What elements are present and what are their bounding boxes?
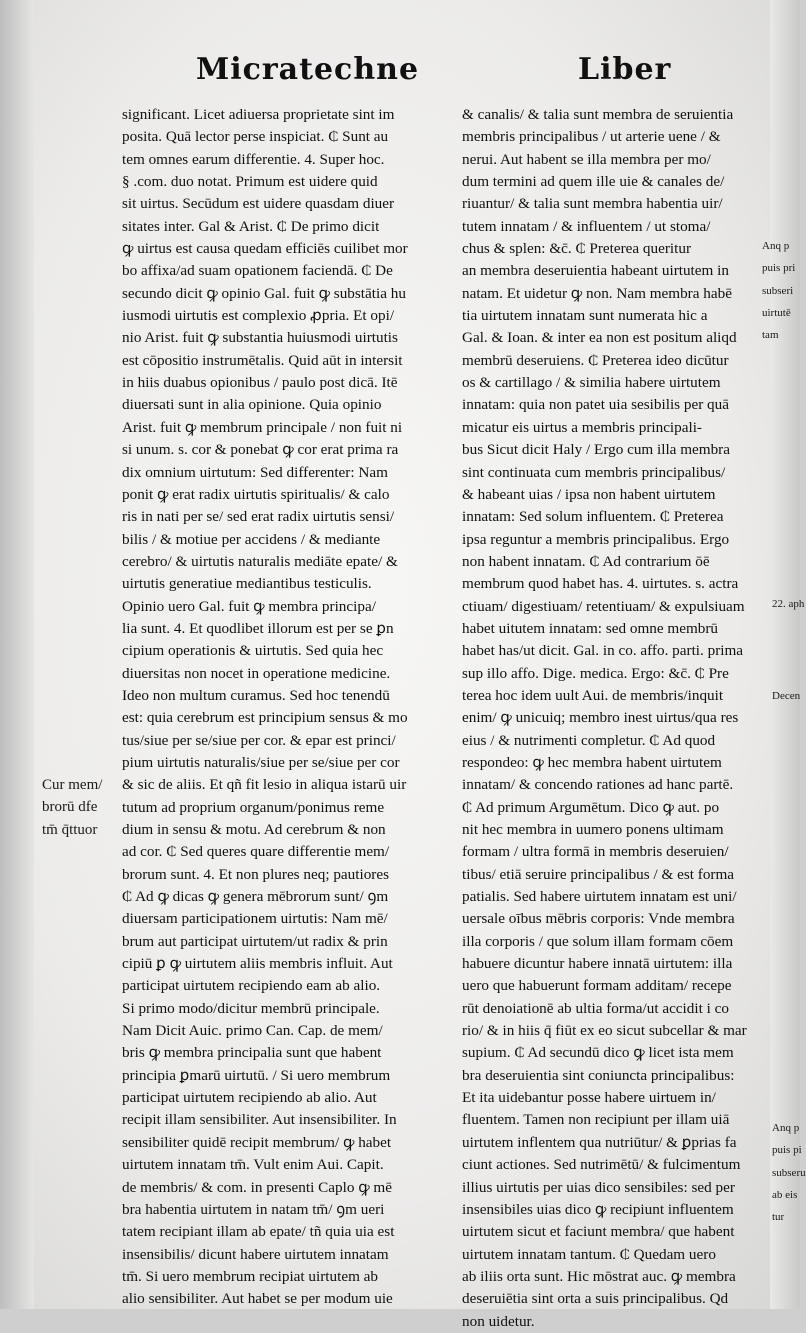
text-line: respondeo: ꝙ hec membra habent uirtutem [462, 753, 722, 771]
text-line: uirtutem inflentem qua nutriūtur/ & ꝑprias fa [462, 1133, 737, 1151]
text-line: rio/ & in hiis q̄ fiūt ex eo sicut subcellar & mar [462, 1022, 747, 1040]
text-line: ꝙ uirtus est causa quedam efficiēs cuilibet mor [122, 240, 408, 258]
text-line: innatam: Sed solum influentem. ₵ Preterea [462, 508, 724, 526]
text-line: bilis / & motiue per accidens / & mediante [122, 530, 381, 548]
text-line: ipsa reguntur a membris principalibus. Ergo [462, 530, 730, 548]
text-line: significant. Licet adiuersa proprietate sint im [122, 106, 395, 123]
text-line: alio sensibiliter. Aut habet se per modum uie [122, 1290, 393, 1308]
text-line: nerui. Aut habent se illa membra per mo/ [462, 150, 711, 168]
text-line: diuersitas non nocet in operatione medicine. [122, 664, 391, 682]
text-line: tus/siue per se/siue per cor. & epar est princi/ [122, 731, 396, 749]
margin-note-line: subseri [762, 284, 794, 297]
text-line: Si primo modo/dicitur membrū principale. [122, 999, 380, 1017]
text-line: os & cartillago / & similia habere uirtutem [462, 374, 721, 392]
text-line: bra deseruientia sint coniuncta principalibus: [462, 1066, 735, 1084]
margin-note-line: brorū dfe [42, 799, 98, 816]
text-line: tibus/ etiā seruire principalibus / & est forma [462, 865, 735, 883]
text-line: patialis. Sed habere uirtutem innatam est uni/ [462, 888, 737, 906]
margin-note-line: puis pri [762, 262, 796, 275]
text-line: ciunt actiones. Sed nutrimētū/ & fulcimentum [462, 1156, 741, 1174]
right-margin-note-4 [772, 1120, 806, 1232]
text-line: uirtutem innatam tm̄. Vult enim Aui. Capit. [122, 1156, 384, 1174]
text-line: tem omnes earum differentie. 4. Super hoc. [122, 150, 385, 168]
right-margin-note-3: Decen [772, 690, 801, 702]
text-line: bus Sicut dicit Haly / Ergo cum illa membra [462, 441, 730, 459]
text-line: § .com. duo notat. Primum est uidere quid [122, 173, 378, 191]
text-line: deseruiētia sint orta a suis principalibus. Qd [462, 1290, 729, 1308]
text-line: sup illo affo. Dige. medica. Ergo: &c̄. ₵ Pre [462, 664, 729, 682]
right-text-column [462, 104, 772, 1333]
text-line: Gal. & Ioan. & inter ea non est positum aliqd [462, 329, 737, 347]
text-line: & sic de aliis. Et qñ fit lesio in aliqua istarū uir [122, 776, 407, 794]
text-line: principia ꝑmarū uirtutū. / Si uero membrum [122, 1066, 391, 1084]
text-line: membris principalibus / ut arterie uene / & [462, 128, 721, 146]
text-line: uero que habuerunt formam additam/ recepe [462, 977, 732, 995]
text-line: nit hec membra in uumero ponens ultimam [462, 821, 724, 838]
text-line: in hiis duabus opionibus / paulo post dicā. Itē [122, 374, 398, 392]
text-line: & canalis/ & talia sunt membra de seruientia [462, 106, 734, 123]
text-line: innatam: quia non patet uia sesibilis per quā [462, 396, 729, 414]
text-line: uirtutis generatiue mediantibus testiculis. [122, 575, 372, 593]
text-line: illa corporis / que solum illam formam cōem [462, 932, 734, 950]
margin-note-line: Cur mem/ [42, 777, 103, 793]
running-head-left: Micratechne [196, 52, 420, 87]
text-line: tutum ad proprium organum/ponimus reme [122, 798, 385, 816]
text-line: cerebro/ & uirtutis naturalis mediāte epate/ & [122, 552, 398, 570]
text-line: secundo dicit ꝙ opinio Gal. fuit ꝙ substātia hu [122, 284, 406, 302]
text-line: riuantur/ & talia sunt membra habentia uir/ [462, 195, 723, 213]
text-line: ₵ Ad ꝙ dicas ꝙ genera mēbrorum sunt/ ꝯm [122, 888, 389, 906]
text-line: participat uirtutem recipiendo ab alio. Aut [122, 1089, 377, 1107]
margin-note-line: subseru [772, 1166, 806, 1179]
text-line: innatam/ & concendo rationes ad hanc partē. [462, 776, 734, 794]
text-line: non habent innatam. ₵ Ad contrarium ōē [462, 552, 710, 570]
margin-note-line: Anq p [762, 240, 790, 252]
text-line: insensibilis/ dicunt habere uirtutem innatam [122, 1245, 389, 1263]
text-line: posita. Quā lector perse inspiciat. ₵ Sunt au [122, 128, 389, 146]
left-margin-note [42, 775, 102, 842]
text-line: diuersam participationem uirtutis: Nam mē/ [122, 910, 388, 928]
text-line: ab iliis orta sunt. Hic mōstrat auc. ꝙ membra [462, 1267, 736, 1285]
text-line: bo affixa/ad suam opationem faciendā. ₵ De [122, 262, 393, 280]
margin-note-line: tm̄ q̄ttuor [42, 821, 98, 838]
text-line: sint continuata cum membris principalibus/ [462, 463, 726, 481]
text-line: sitates inter. Gal & Arist. ₵ De primo dicit [122, 217, 380, 235]
text-line: est: quia cerebrum est principium sensus & mo [122, 709, 408, 727]
text-line: nio Arist. fuit ꝙ substantia huiusmodi uirtutis [122, 329, 398, 347]
text-line: diuersati sunt in alia opinione. Quia opinio [122, 396, 382, 414]
text-line: cipium operationis & uirtutis. Sed quia hec [122, 642, 384, 660]
text-line: ad cor. ₵ Sed queres quare differentie mem/ [122, 843, 390, 861]
text-line: ris in nati per se/ sed erat radix uirtutis sensi/ [122, 508, 395, 526]
margin-note-line: ab eis [772, 1189, 798, 1202]
text-line: non uidetur. [462, 1312, 535, 1330]
text-line: brum aut participat uirtutem/ut radix & prin [122, 932, 388, 950]
text-line: uirtutem sicut et faciunt membra/ que habent [462, 1223, 735, 1241]
text-line: terea hoc idem uult Aui. de membris/inquit [462, 686, 724, 704]
text-line: habet has/ut dicit. Gal. in co. affo. parti. prima [462, 642, 744, 660]
text-line: membrum quod habet has. 4. uirtutes. s. actra [462, 575, 739, 593]
text-line: dix omnium uirtutum: Sed differenter: Nam [122, 463, 388, 481]
text-line: habet uitutem innatam: sed omne membrū [462, 619, 719, 637]
text-line: supium. ₵ Ad secundū dico ꝙ licet ista mem [462, 1044, 734, 1062]
text-line: an membra deseruientia habeant uirtutem in [462, 262, 729, 280]
text-line: tm̄. Si uero membrum recipiat uirtutem ab [122, 1267, 379, 1285]
right-margin-note-1 [762, 238, 795, 350]
text-line: Ideo non multum curamus. Sed hoc tenendū [122, 686, 390, 704]
text-line: sit uirtus. Secūdum est uidere quasdam diuer [122, 195, 395, 213]
text-line: recipit illam sensibiliter. Aut insensibiliter. In [122, 1111, 397, 1129]
text-line: membrū deseruiens. ₵ Preterea ideo dicūtur [462, 351, 729, 369]
text-line: Arist. fuit ꝙ membrum principale / non fuit ni [122, 418, 403, 436]
text-line: ponit ꝙ erat radix uirtutis spiritualis/ & calo [122, 485, 390, 503]
text-line: si unum. s. cor & ponebat ꝙ cor erat prima ra [122, 441, 399, 459]
margin-note-line: uirtutē [762, 307, 791, 320]
text-line: eius / & nutrimenti completur. ₵ Ad quod [462, 731, 716, 749]
text-line: Opinio uero Gal. fuit ꝙ membra principa/ [122, 597, 376, 615]
text-line: tatem recipiant illam ab epate/ tñ quia uia est [122, 1223, 395, 1241]
text-line: dum termini ad quem ille uie & canales de/ [462, 173, 725, 191]
text-line: Et ita uidebantur posse habere uirtuem in/ [462, 1089, 716, 1107]
margin-note-line: tam [762, 329, 779, 342]
text-line: fluentem. Tamen non recipiunt per illam uiā [462, 1111, 730, 1129]
margin-note-line: tur [772, 1211, 785, 1224]
text-line: natam. Et uidetur ꝙ non. Nam membra habē [462, 284, 732, 302]
margin-note-line: puis pi [772, 1144, 802, 1157]
running-head-right: Liber [578, 52, 672, 87]
text-line: rūt denoiationē ab ultia forma/ut accidit i co [462, 999, 729, 1017]
left-text-column [122, 104, 452, 1311]
text-line: bra habentia uirtutem in natam tm̄/ ꝯm ueri [122, 1200, 385, 1218]
text-line: habuere dicuntur habere innatā uirtutem: illa [462, 955, 733, 973]
gutter-shadow [0, 0, 34, 1309]
text-line: cipiū ꝑ ꝙ uirtutem aliis membris influit. Aut [122, 955, 393, 973]
text-line: sensibiliter quidē recipit membrum/ ꝙ habet [122, 1133, 392, 1151]
text-line: tia uirtutem innatam sunt numerata hic a [462, 307, 708, 325]
text-line: participat uirtutem recipiendo eam ab alio. [122, 977, 381, 995]
text-line: chus & splen: &c̄. ₵ Preterea queritur [462, 240, 692, 258]
text-line: & habeant uias / ipsa non habent uirtutem [462, 485, 716, 503]
right-margin-note-2: 22. aph [772, 598, 805, 610]
text-line: de membris/ & com. in presenti Caplo ꝙ mē [122, 1178, 392, 1196]
text-line: ctiuam/ digestiuam/ retentiuam/ & expulsiuam [462, 597, 745, 615]
next-page-edge [770, 0, 800, 1309]
text-line: tutem innatam / & influentem / ut stoma/ [462, 217, 711, 235]
text-line: pium uirtutis naturalis/siue per se/siue per cor [122, 753, 400, 771]
text-line: illius uirtutis per uias dico sensibiles: sed per [462, 1178, 735, 1196]
text-line: micatur eis uirtus a membris principali- [462, 418, 702, 436]
text-line: formam / ultra formā in membris deseruien/ [462, 843, 729, 861]
text-line: enim/ ꝙ unicuiq; membro inest uirtus/qua res [462, 709, 739, 727]
margin-note-line: Anq p [772, 1122, 800, 1134]
text-line: iusmodi uirtutis est complexio ꝓpria. Et opi/ [122, 307, 395, 325]
text-line: dium in sensu & motu. Ad cerebrum & non [122, 821, 386, 838]
text-line: Nam Dicit Auic. primo Can. Cap. de mem/ [122, 1022, 383, 1040]
text-line: insensibiles uias dico ꝙ recipiunt influentem [462, 1200, 734, 1218]
text-line: uirtutem innatam tantum. ₵ Quedam uero [462, 1245, 716, 1263]
text-line: brorum sunt. 4. Et non plures neq; pautiores [122, 865, 390, 883]
text-line: ₵ Ad primum Argumētum. Dico ꝙ aut. po [462, 798, 720, 816]
text-line: bris ꝙ membra principalia sunt que habent [122, 1044, 382, 1062]
text-line: est cōpositio instrumētalis. Quid aūt in intersit [122, 351, 403, 369]
text-line: lia sunt. 4. Et quodlibet illorum est per se ꝑn [122, 619, 394, 637]
text-line: uersale oībus mēbris corporis: Vnde membra [462, 910, 735, 928]
